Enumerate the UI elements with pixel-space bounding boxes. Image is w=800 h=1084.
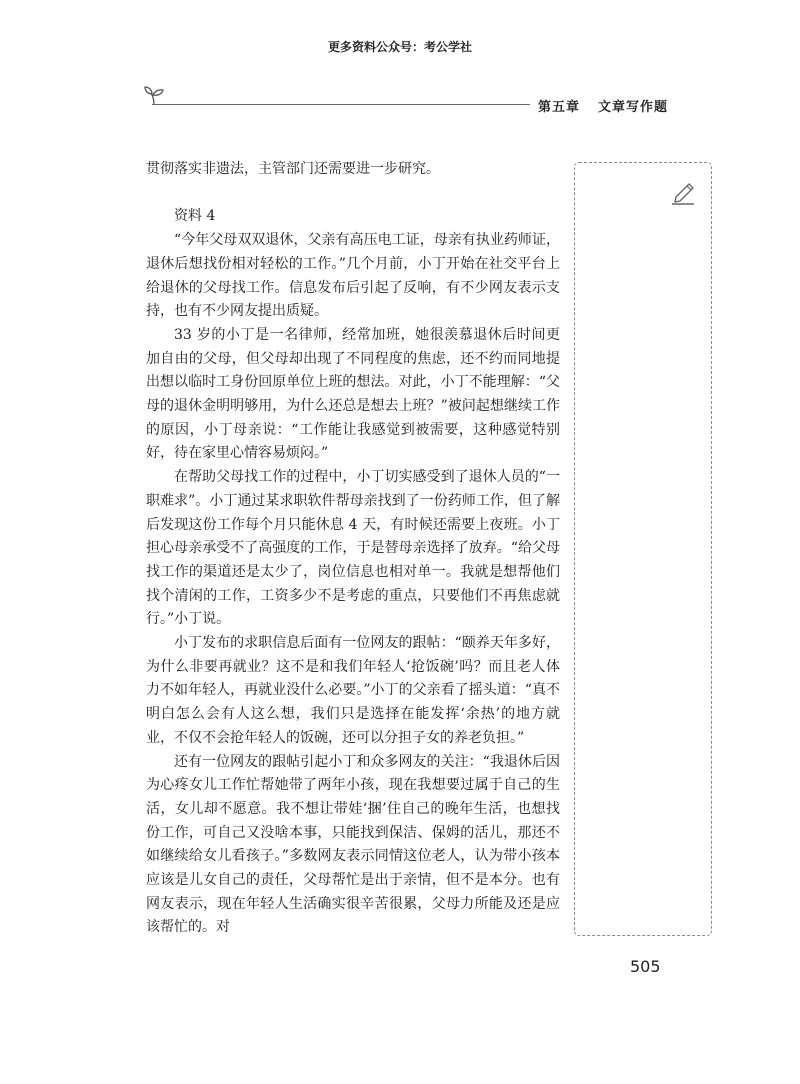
body-paragraph: 33 岁的小丁是一名律师，经常加班，她很羡慕退休后时间更加自由的父母，但父母却出现了不同程度的焦虑，还不约而同地提出想以临时工身份回原单位上班的想法。对此，小丁不能理解：“父母的退休金明明够用，为什么还总是想去上班？”被问起想继续工作的原因，小丁母亲说：“工作能让我感觉到被需要，这种感觉特别好，待在家里心情容易烦闷。”: [146, 326, 560, 462]
chapter-section: 文章写作题: [598, 100, 669, 115]
body-paragraph: 小丁发布的求职信息后面有一位网友的跟帖：“颐养天年多好，为什么非要再就业？这不是和我们年轻人‘抢饭碗’吗？而且老人体力不如年轻人，再就业没什么必要。”小丁的父亲看了摇头道：“真不明白怎么会有人这么想，我们只是选择在能发挥‘余热’的地方就业，不仅不会抢年轻人的饭碗，还可以分担子女的养老负担。”: [146, 635, 560, 746]
chapter-header: [538, 96, 668, 115]
body-paragraph: 在帮助父母找工作的过程中，小丁切实感受到了退休人员的“一职难求”。小丁通过某求职软件帮母亲找到了一份药师工作，但了解后发现这份工作每个月只能休息 4 天，有时候还需要上夜班。小丁担心母亲承受不了高强度的工作，于是替母亲选择了放弃。“给父母找工作的渠道还是太少了，岗位信息也相对单一。我就是想帮他们找个清闲的工作，工资多少不是考虑的重点，只要他们不再焦虑就行。”小丁说。: [146, 469, 560, 628]
pencil-icon: [668, 180, 698, 206]
sprout-icon: [142, 84, 166, 106]
top-banner: 更多资料公众号：考公学社: [327, 40, 472, 54]
body-paragraph: “今年父母双双退休，父亲有高压电工证，母亲有执业药师证，退休后想找份相对轻松的工作。”几个月前，小丁开始在社交平台上给退休的父母找工作。信息发布后引起了反响，有不少网友表示支持，也有不少网友提出质疑。: [146, 232, 560, 320]
article-body: [146, 158, 560, 940]
chapter-number: 第五章: [538, 100, 581, 115]
notes-box: [574, 162, 712, 936]
intro-paragraph: 贯彻落实非遗法，主管部门还需要进一步研究。: [146, 161, 440, 177]
header-rule: [152, 104, 530, 105]
body-paragraph: 还有一位网友的跟帖引起小丁和众多网友的关注：“我退休后因为心疼女儿工作忙帮她带了两年小孩，现在我想要过属于自己的生活，女儿却不愿意。我不想让带娃‘捆’住自己的晚年生活，也想找份工作，可自己又没啥本事，只能找到保洁、保姆的活儿，那还不如继续给女儿看孩子。”多数网友表示同情这位老人，认为带小孩本应该是儿女自己的责任，父母帮忙是出于亲情，但不是本分。也有网友表示，现在年轻人生活确实很辛苦很累，父母力所能及还是应该帮忙的。对: [146, 753, 560, 936]
material-label: 资料 4: [174, 208, 216, 225]
page-number: 505: [630, 957, 661, 976]
